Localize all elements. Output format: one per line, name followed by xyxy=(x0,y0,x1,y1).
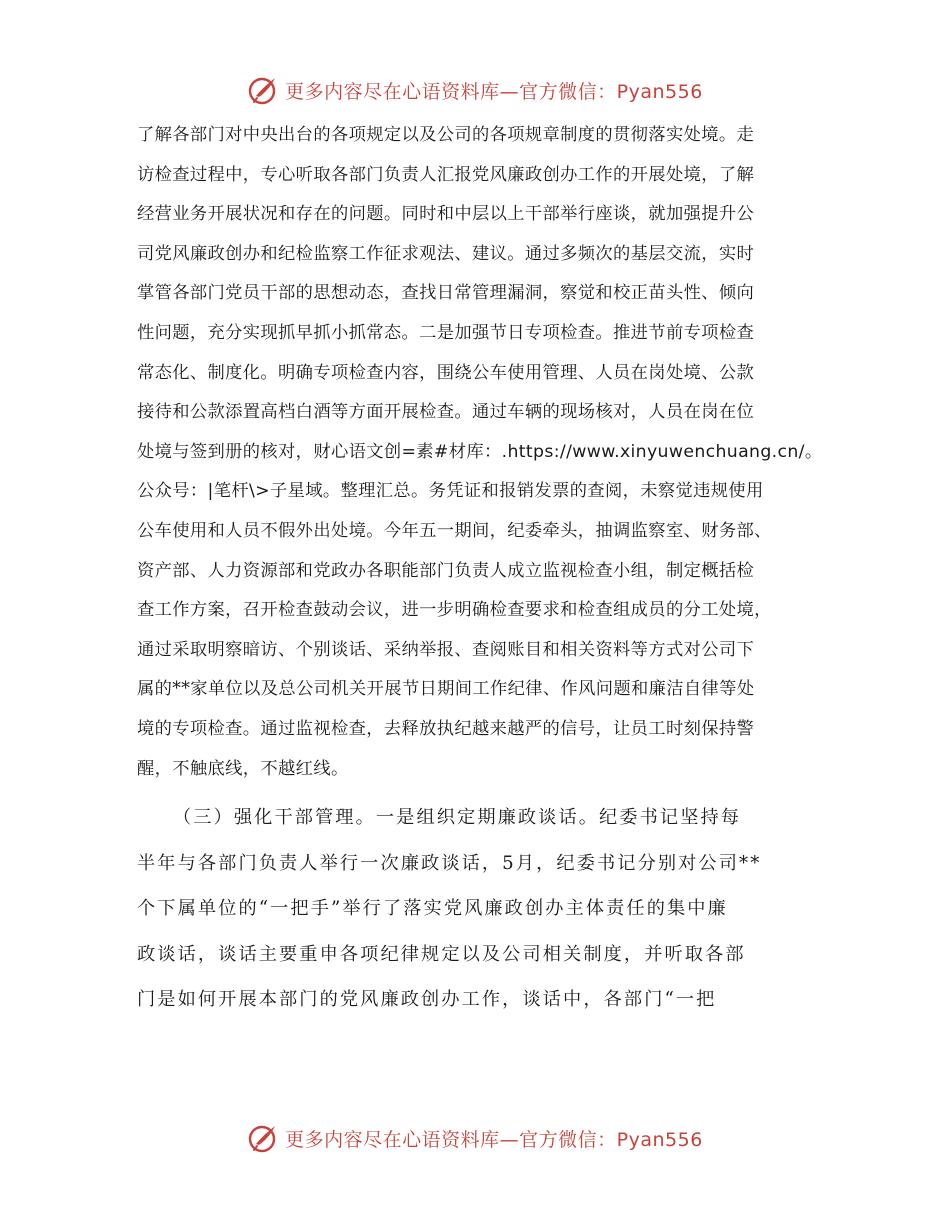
text-line: 醒，不触底线，不越红线。 xyxy=(137,758,349,779)
document-body xyxy=(137,116,823,1023)
text-line: 门是如何开展本部门的党风廉政创办工作，谈话中，各部门“一把 xyxy=(137,989,717,1011)
text-line: 了解各部门对中央出台的各项规定以及公司的各项规章制度的贯彻落实处境。走 xyxy=(137,125,755,145)
quill-seal-icon xyxy=(247,74,279,106)
text-line: 公众号：|笔杆\>子星域。整理汇总。务凭证和报销发票的查阅，未察觉违规使用 xyxy=(137,481,764,502)
text-line: 政谈话，谈话主要重申各项纪律规定以及公司相关制度，并听取各部 xyxy=(137,943,746,965)
watermark-text: 更多内容尽在心语资料库—官方微信：Pyan556 xyxy=(285,80,703,103)
text-line: 经营业务开展状况和存在的问题。同时和中层以上干部举行座谈，就加强提升公 xyxy=(137,204,755,225)
text-line: 公车使用和人员不假外出处境。今年五一期间，纪委牵头，抽调监察室、财务部、 xyxy=(137,520,772,541)
text-line: 通过采取明察暗访、个别谈话、采纳举报、查阅账目和相关资料等方式对公司下 xyxy=(137,639,755,660)
text-line: 境的专项检查。通过监视检查，去释放执纪越来越严的信号，让员工时刻保持警 xyxy=(137,718,755,739)
text-line: 掌管各部门党员干部的思想动态，查找日常管理漏洞，察觉和校正苗头性、倾向 xyxy=(137,283,755,304)
text-line: 资产部、人力资源部和党政办各职能部门负责人成立监视检查小组，制定概括检 xyxy=(137,560,755,581)
text-line: 常态化、制度化。明确专项检查内容，围绕公车使用管理、人员在岗处境、公款 xyxy=(137,362,755,383)
watermark-text: 更多内容尽在心语资料库—官方微信：Pyan556 xyxy=(285,1128,703,1151)
footer-watermark xyxy=(0,1118,950,1158)
text-line: 查工作方案，召开检查鼓动会议，进一步明确检查要求和检查组成员的分工处境， xyxy=(137,600,772,621)
quill-seal-icon xyxy=(247,1122,279,1154)
text-line: 属的**家单位以及总公司机关开展节日期间工作纪律、作风问题和廉洁自律等处 xyxy=(137,679,755,700)
text-line: 处境与签到册的核对，财心语文创=素#材库：.https://www.xinyuwenchuang.cn/。 xyxy=(137,441,823,462)
text-line: 性问题，充分实现抓早抓小抓常态。二是加强节日专项检查。推进节前专项检查 xyxy=(137,322,755,343)
text-line: （三）强化干部管理。一是组织定期廉政谈话。纪委书记坚持每 xyxy=(173,807,742,829)
header-watermark xyxy=(0,70,950,110)
text-line: 司党风廉政创办和纪检监察工作征求观法、建议。通过多频次的基层交流，实时 xyxy=(137,243,755,264)
paragraph-cadre-management xyxy=(137,795,817,1023)
text-line: 接待和公款添置高档白酒等方面开展检查。通过车辆的现场核对，人员在岗在位 xyxy=(137,402,755,423)
paragraph-inspection xyxy=(137,116,823,789)
text-line: 个下属单位的“一把手”举行了落实党风廉政创办主体责任的集中廉 xyxy=(137,898,728,920)
text-line: 访检查过程中，专心听取各部门负责人汇报党风廉政创办工作的开展处境，了解 xyxy=(137,164,755,185)
text-line: 半年与各部门负责人举行一次廉政谈话，5月，纪委书记分别对公司** xyxy=(137,852,762,874)
